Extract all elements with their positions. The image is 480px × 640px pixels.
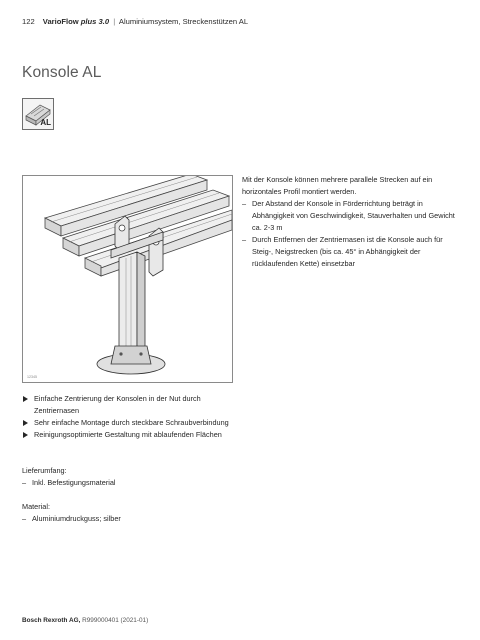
material-item: – Aluminiumdruckguss; silber [22,513,237,525]
scope-list [22,477,237,489]
scope-item: – Inkl. Befestigungsmaterial [22,477,237,489]
scope-section [22,465,237,489]
page-footer [22,617,148,624]
feature-item: Einfache Zentrierung der Konsolen in der Nut durch Zentriernasen [22,393,237,417]
description-item: – Der Abstand der Konsole in Förderrichtung beträgt in Abhängigkeit von Geschwindigkeit, Stauverhalten und Gewicht ca. 2-3 m [242,198,462,234]
material-section [22,501,237,525]
page-header [22,17,248,26]
description-list [242,198,462,270]
header-separator: | [113,17,116,26]
page-title: Konsole AL [22,64,102,81]
footer-doc-number: R999000401 (2021-01) [82,617,149,624]
scope-label: Lieferumfang: [22,466,67,475]
profile-badge [22,98,54,130]
feature-list [22,393,237,441]
description-item: – Durch Entfernen der Zentriernasen ist die Konsole auch für Steig-, Neigstrecken (bis ca. 45° in Abhängigkeit der rücklaufenden Kette) einsetzbar [242,234,462,270]
description-intro: Mit der Konsole können mehrere parallele Strecken auf ein horizontales Profil montiert werden. [242,175,433,196]
badge-label: AL [40,118,51,127]
footer-company: Bosch Rexroth AG, [22,617,81,624]
brand-name: VarioFlow [42,17,79,26]
feature-item: Reinigungsoptimierte Gestaltung mit ablaufenden Flächen [22,429,237,441]
section-title: Aluminiumsystem, Streckenstützen AL [118,17,249,26]
description [242,174,462,270]
material-list [22,513,237,525]
material-label: Material: [22,502,50,511]
figure-id: 12345 [27,375,37,379]
product-figure [22,175,233,383]
page-number: 122 [22,17,35,26]
brand-version: plus 3.0 [80,17,110,26]
feature-item: Sehr einfache Montage durch steckbare Schraubverbindung [22,417,237,429]
console-illustration [23,176,232,382]
